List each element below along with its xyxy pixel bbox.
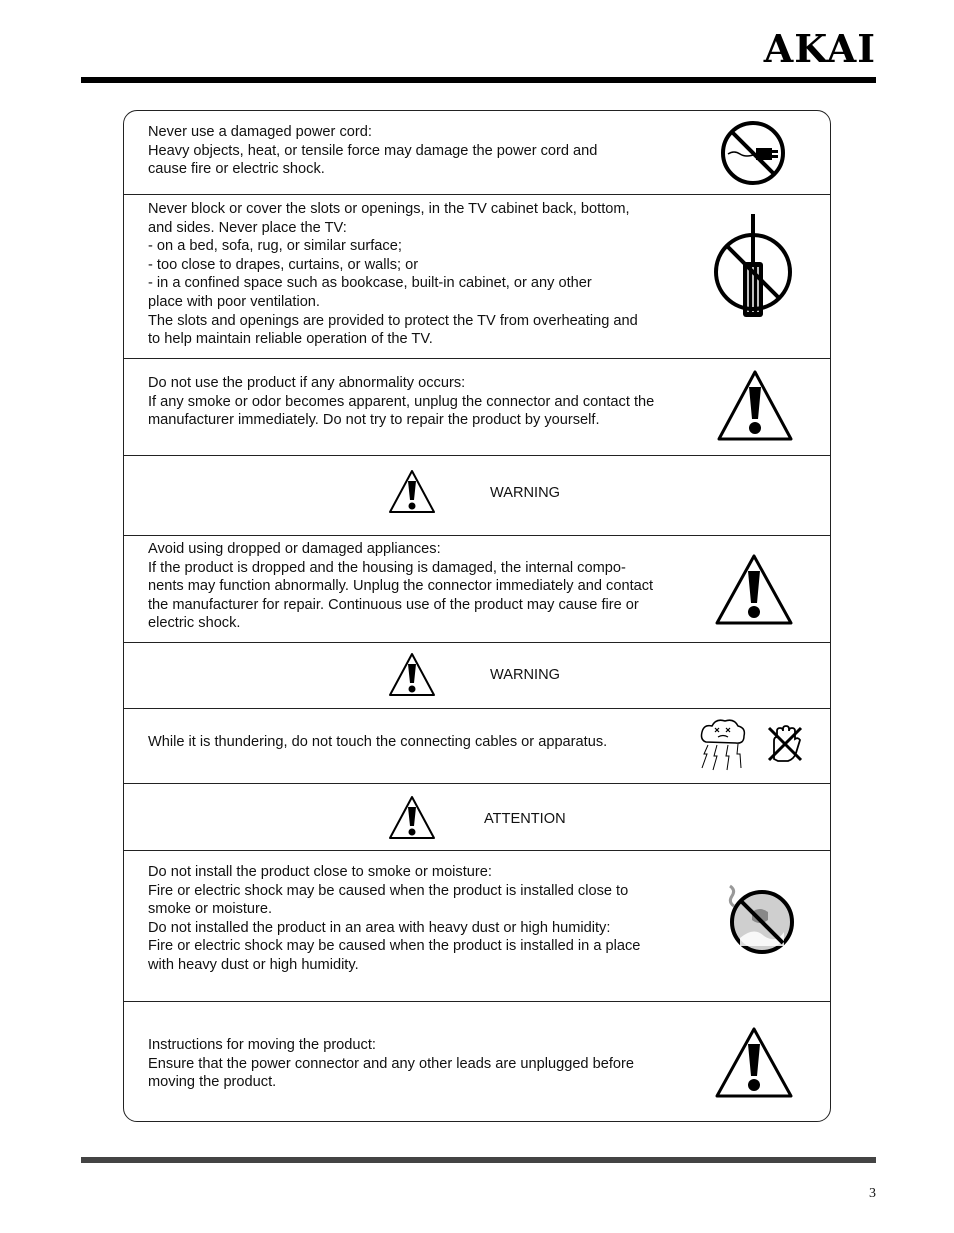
text-line: Fire or electric shock may be caused when the product is installed close to (148, 882, 629, 899)
text-line: - in a confined space such as bookcase, built-in cabinet, or any other (148, 275, 592, 292)
section-text (148, 863, 678, 975)
text-line: - too close to drapes, curtains, or walls; or (148, 256, 419, 273)
text-line: electric shock. (148, 615, 241, 632)
section-text (148, 374, 678, 430)
banner-label: ATTENTION (484, 811, 566, 827)
section-thunder (124, 708, 830, 784)
text-line: moving the product. (148, 1074, 277, 1091)
section-ventilation (124, 194, 830, 359)
text-line: and sides. Never place the TV: (148, 219, 347, 236)
text-line: cause fire or electric shock. (148, 161, 325, 178)
banner-label: WARNING (490, 485, 560, 501)
text-line: The slots and openings are provided to protect the TV from overheating and (148, 312, 638, 329)
text-line: While it is thundering, do not touch the connecting cables or apparatus. (148, 734, 608, 750)
header-rule (81, 77, 876, 83)
safety-instructions-panel (123, 110, 831, 1122)
text-line: place with poor ventilation. (148, 293, 320, 310)
page-number: 3 (869, 1186, 876, 1201)
brand-logo: AKAI (763, 26, 876, 71)
exclamation-warning-icon (388, 652, 436, 698)
text-line: Do not use the product if any abnormality occurs: (148, 375, 466, 391)
exclamation-warning-icon (716, 369, 794, 443)
no-steam-moisture-icon (724, 880, 796, 954)
text-line: Never block or cover the slots or openings, in the TV cabinet back, bottom, (148, 201, 630, 217)
attention-banner (124, 783, 830, 851)
banner-label: WARNING (490, 667, 560, 683)
thunderstorm-icon (698, 716, 748, 772)
text-line: to help maintain reliable operation of the TV. (148, 331, 433, 348)
exclamation-warning-icon (388, 469, 436, 515)
section-text (148, 540, 678, 633)
no-touch-hand-icon (764, 723, 806, 765)
text-line: nents may function abnormally. Unplug the connector immediately and contact (148, 578, 654, 595)
section-smoke-moisture (124, 850, 830, 1002)
text-line: Never use a damaged power cord: (148, 124, 372, 140)
section-text (148, 733, 678, 752)
text-line: Do not install the product close to smoke or moisture: (148, 864, 492, 880)
section-abnormality (124, 358, 830, 456)
section-text (148, 200, 678, 349)
section-text (148, 123, 678, 179)
text-line: Avoid using dropped or damaged appliances: (148, 541, 441, 557)
section-damaged-power-cord (124, 111, 830, 195)
exclamation-warning-icon (714, 1026, 794, 1100)
text-line: - on a bed, sofa, rug, or similar surface; (148, 238, 402, 255)
exclamation-warning-icon (714, 553, 794, 627)
text-line: with heavy dust or high humidity. (148, 956, 359, 973)
text-line: smoke or moisture. (148, 901, 273, 918)
text-line: Ensure that the power connector and any other leads are unplugged before (148, 1055, 634, 1072)
text-line: Fire or electric shock may be caused when the product is installed in a place (148, 938, 641, 955)
no-damaged-cord-icon (720, 120, 786, 186)
warning-banner (124, 642, 830, 709)
text-line: If the product is dropped and the housing is damaged, the internal compo- (148, 559, 626, 576)
text-line: Do not installed the product in an area with heavy dust or high humidity: (148, 919, 611, 936)
section-text (148, 1036, 678, 1092)
footer-rule (81, 1157, 876, 1163)
no-screwdriver-icon (712, 212, 794, 327)
exclamation-warning-icon (388, 795, 436, 841)
section-moving (124, 1001, 830, 1121)
text-line: If any smoke or odor becomes apparent, unplug the connector and contact the (148, 393, 655, 410)
text-line: the manufacturer for repair. Continuous use of the product may cause fire or (148, 596, 639, 613)
text-line: Heavy objects, heat, or tensile force may damage the power cord and (148, 142, 598, 159)
text-line: manufacturer immediately. Do not try to repair the product by yourself. (148, 412, 600, 429)
warning-banner (124, 455, 830, 536)
section-dropped-appliances (124, 535, 830, 643)
text-line: Instructions for moving the product: (148, 1037, 376, 1053)
